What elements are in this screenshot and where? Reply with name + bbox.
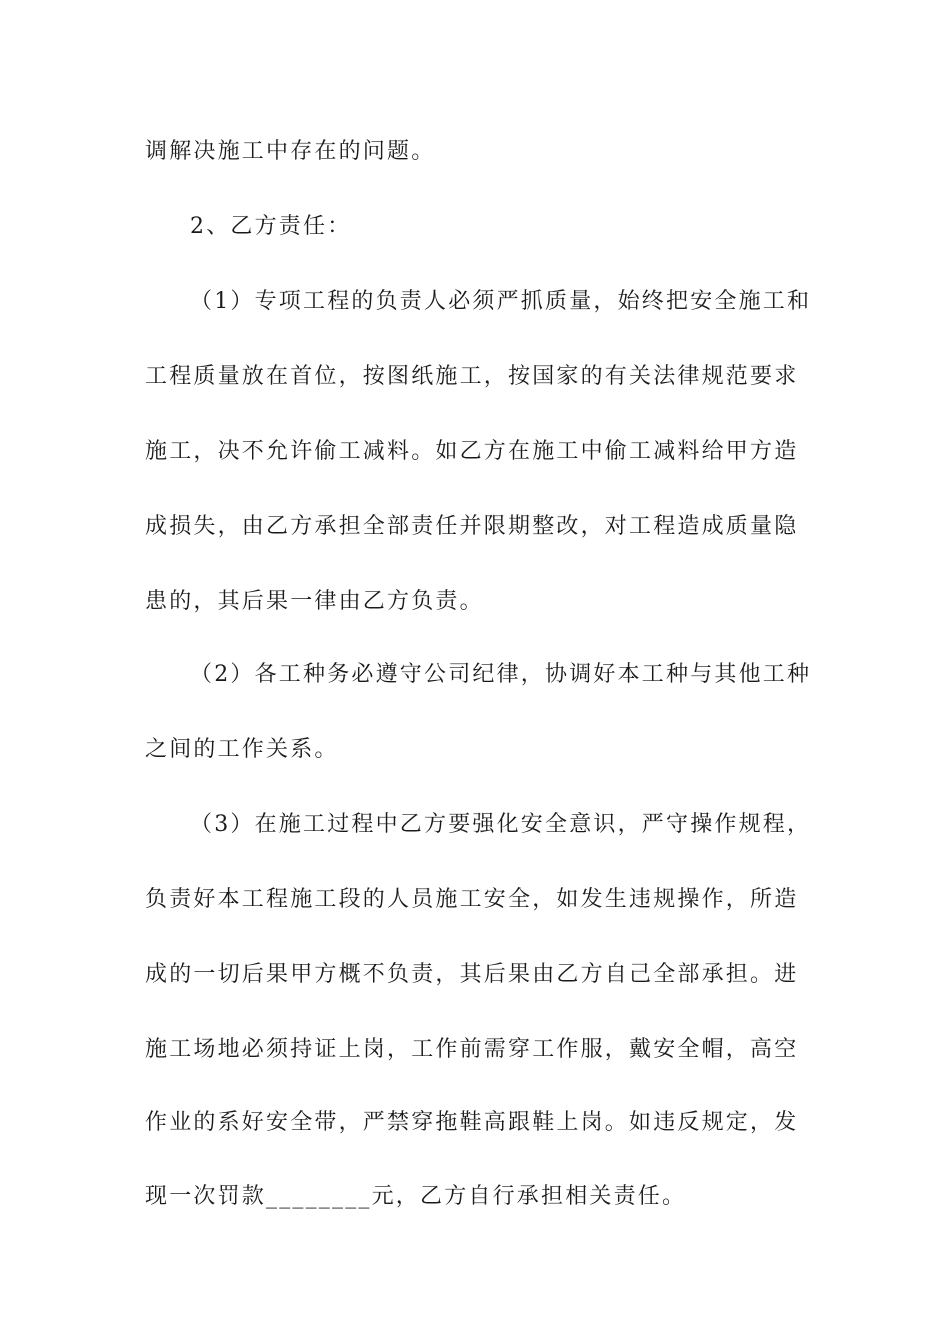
text-line: 成损失，由乙方承担全部责任并限期整改，对工程造成质量隐: [145, 514, 799, 539]
text-line: 作业的系好安全带，严禁穿拖鞋高跟鞋上岗。如违反规定，发: [145, 1110, 799, 1135]
text-line: （1）专项工程的负责人必须严抓质量，始终把安全施工和: [190, 289, 812, 314]
text-line: 施工场地必须持证上岗，工作前需穿工作服，戴安全帽，高空: [145, 1037, 799, 1062]
text-line: 成的一切后果甲方概不负责，其后果由乙方自己全部承担。进: [145, 962, 799, 987]
text-line: 现一次罚款________元，乙方自行承担相关责任。: [145, 1184, 687, 1209]
text-line: 工程质量放在首位，按图纸施工，按国家的有关法律规范要求: [145, 364, 799, 389]
text-line: 患的，其后果一律由乙方负责。: [145, 589, 484, 614]
text-line: 负责好本工程施工段的人员施工安全，如发生违规操作，所造: [145, 887, 799, 912]
text-line: （2）各工种务必遵守公司纪律，协调好本工种与其他工种: [190, 662, 812, 687]
section-heading: 2、乙方责任：: [190, 214, 352, 239]
text-line: 施工，决不允许偷工减料。如乙方在施工中偷工减料给甲方造: [145, 439, 799, 464]
text-line: 调解决施工中存在的问题。: [145, 139, 436, 164]
text-line: 之间的工作关系。: [145, 737, 339, 762]
text-line: （3）在施工过程中乙方要强化安全意识，严守操作规程，: [190, 812, 812, 837]
